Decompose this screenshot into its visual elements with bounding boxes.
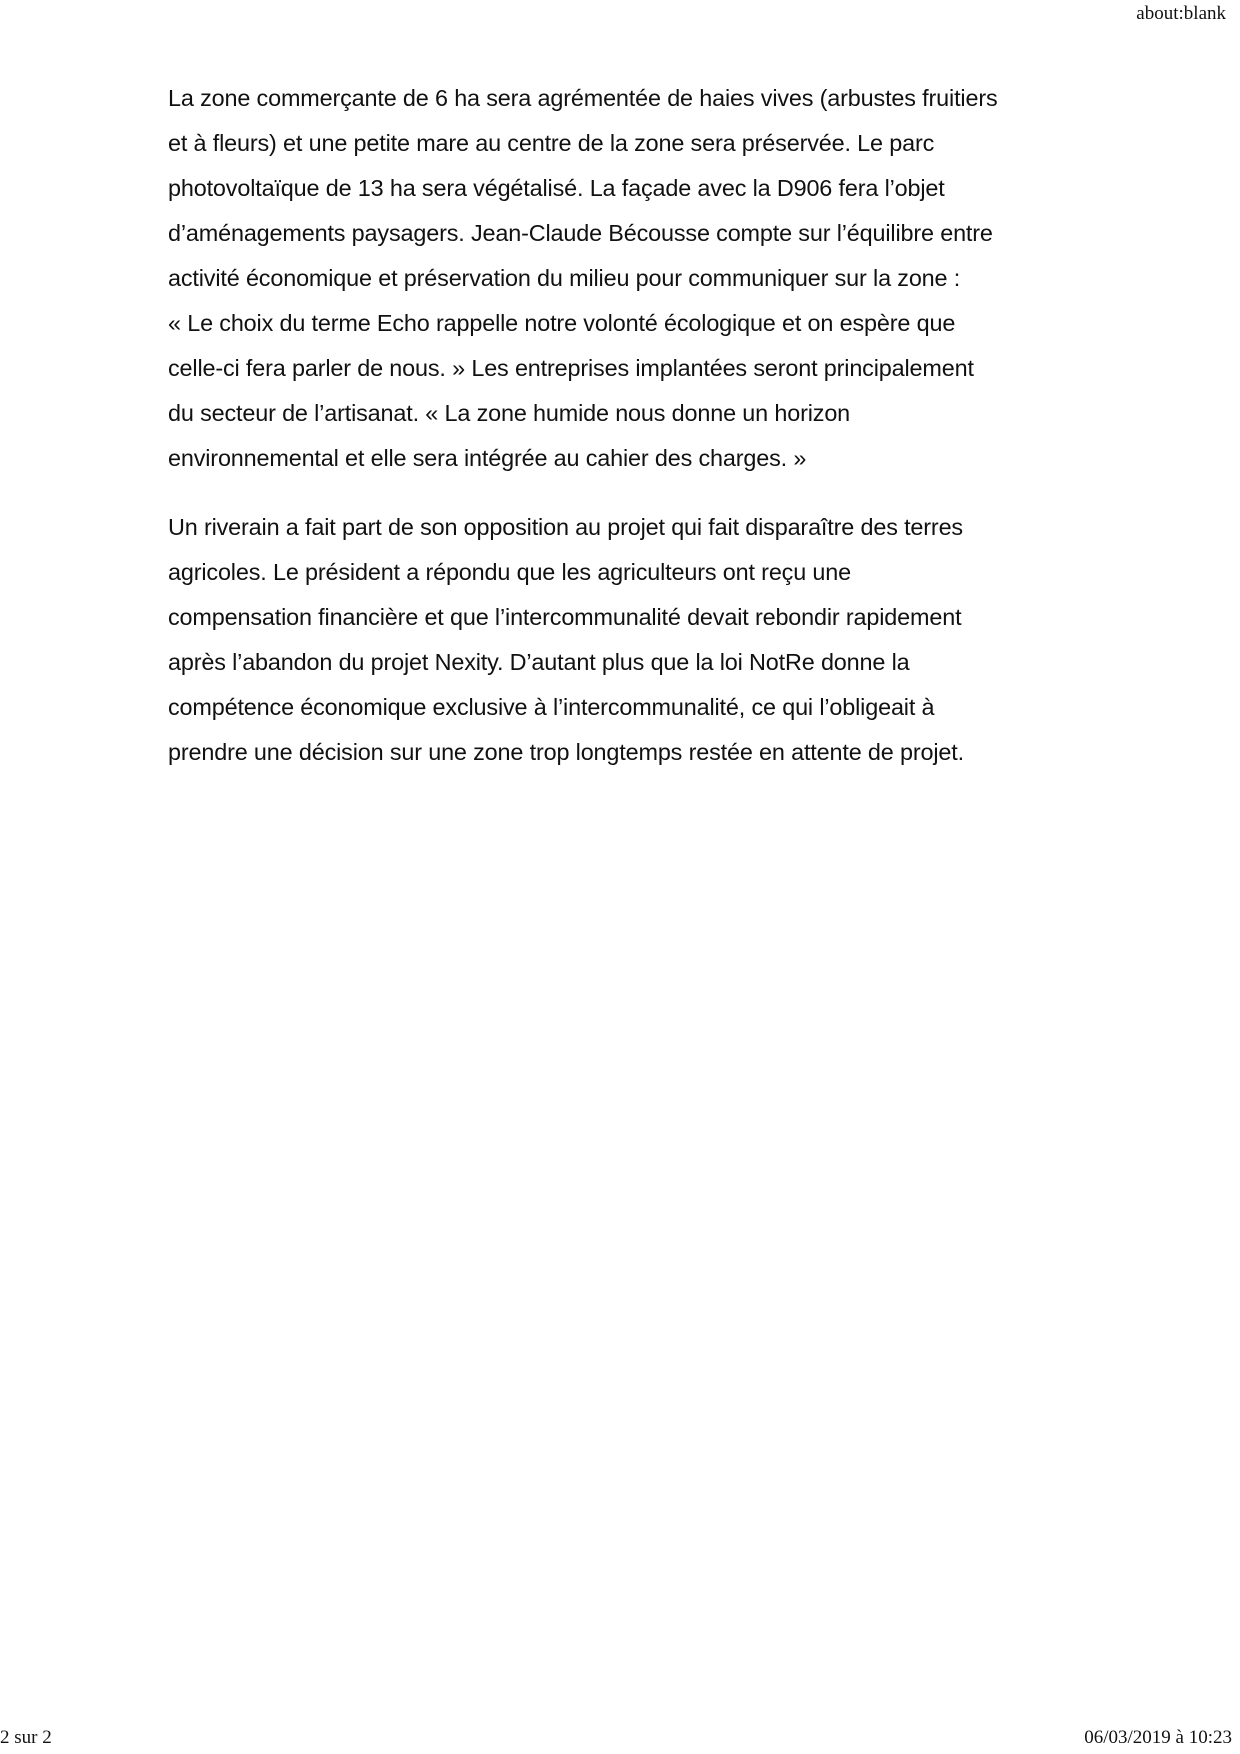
text-line: du secteur de l’artisanat. « La zone humide nous donne un horizon (168, 400, 851, 426)
text-line: agricoles. Le président a répondu que les agriculteurs ont reçu une (168, 559, 852, 585)
print-header-url: about:blank (1136, 3, 1226, 24)
text-line: activité économique et préservation du milieu pour communiquer sur la zone : (168, 265, 961, 291)
text-line: et à fleurs) et une petite mare au centre de la zone sera préservée. Le parc (168, 130, 935, 156)
text-line: compétence économique exclusive à l’intercommunalité, ce qui l’obligeait à (168, 694, 935, 720)
text-line: Un riverain a fait part de son opposition au projet qui fait disparaître des terres (168, 514, 963, 540)
text-line: « Le choix du terme Echo rappelle notre volonté écologique et on espère que (168, 310, 956, 336)
text-line: après l’abandon du projet Nexity. D’autant plus que la loi NotRe donne la (168, 649, 910, 675)
text-line: environnemental et elle sera intégrée au cahier des charges. » (168, 445, 807, 471)
text-line: d’aménagements paysagers. Jean-Claude Bécousse compte sur l’équilibre entre (168, 220, 993, 246)
text-line: celle-ci fera parler de nous. » Les entreprises implantées seront principalement (168, 355, 974, 381)
paragraph (168, 505, 1088, 775)
print-footer-datetime: 06/03/2019 à 10:23 (1084, 1727, 1232, 1748)
paragraph (168, 76, 1088, 481)
print-footer-page-indicator: 2 sur 2 (0, 1727, 52, 1748)
text-line: compensation financière et que l’intercommunalité devait rebondir rapidement (168, 604, 962, 630)
text-line: La zone commerçante de 6 ha sera agrémentée de haies vives (arbustes fruitiers (168, 85, 998, 111)
text-line: prendre une décision sur une zone trop longtemps restée en attente de projet. (168, 739, 964, 765)
text-line: photovoltaïque de 13 ha sera végétalisé. La façade avec la D906 fera l’objet (168, 175, 945, 201)
article-body (168, 76, 1088, 799)
